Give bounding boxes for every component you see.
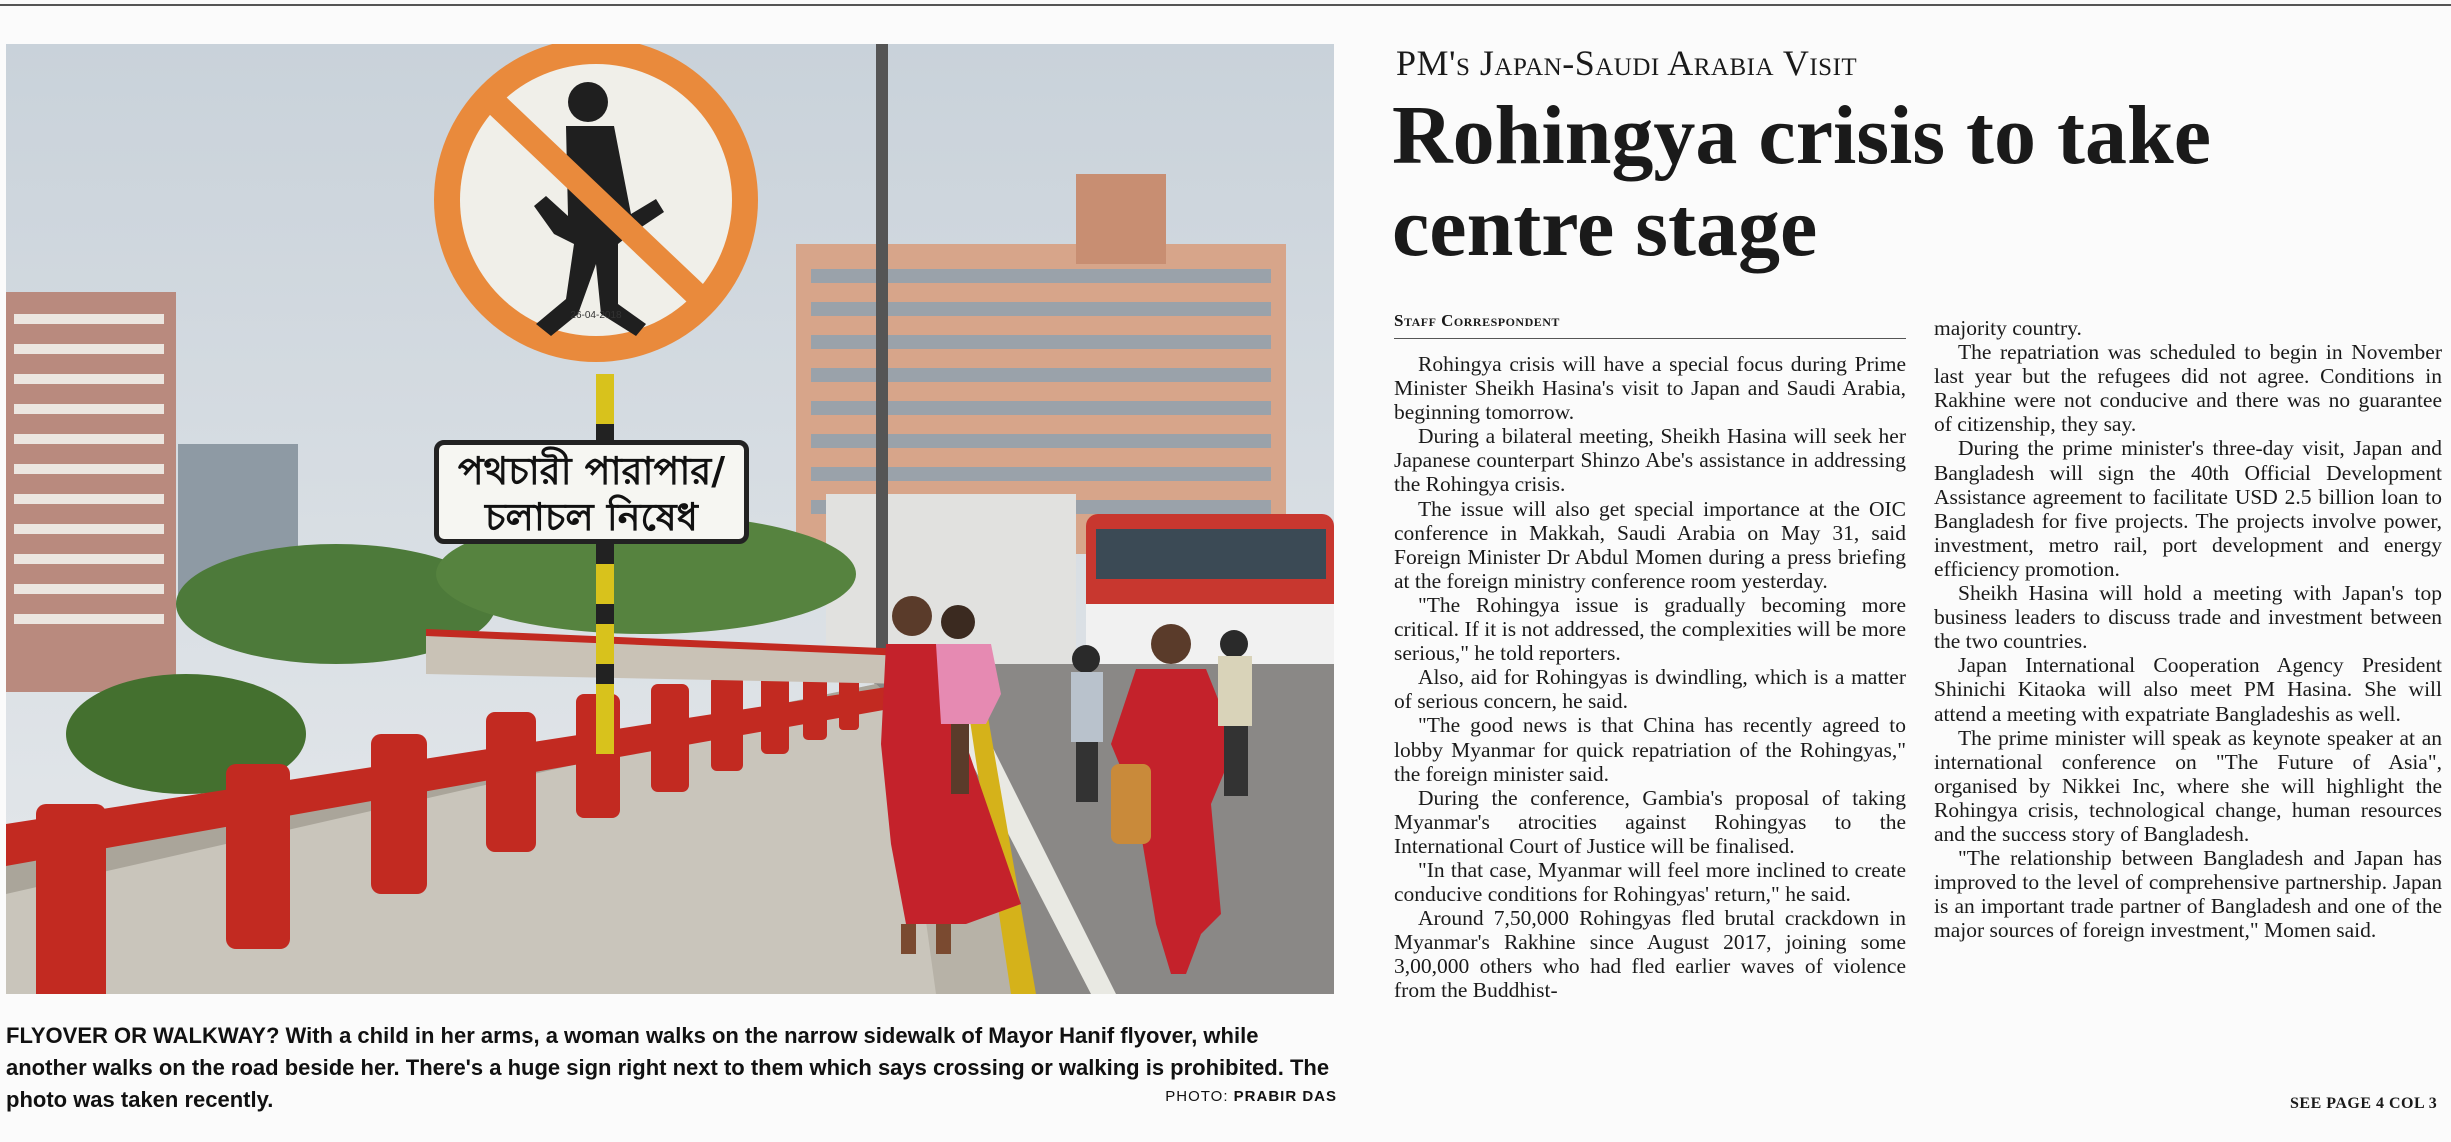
- paragraph: The issue will also get special importance at the OIC conference in Makkah, Saudi Arabia on May 31, said Foreign Minister Dr Abdul Momen during a press briefing at the foreign ministry conference room yesterday.: [1394, 496, 1906, 593]
- photo-credit-label: PHOTO:: [1165, 1088, 1229, 1105]
- paragraph: During the prime minister's three-day visit, Japan and Bangladesh will sign the 40th Official Development Assistance agreement to facilitate USD 2.5 billion loan to Bangladesh for five projects. The projects involve power, investment, metro rail, port development and energy efficiency promotion.: [1934, 436, 2442, 581]
- paragraph: During the conference, Gambia's proposal of taking Myanmar's atrocities against Rohingyas to the International Court of Justice will be finalised.: [1394, 785, 1906, 858]
- news-photo: [6, 44, 1334, 994]
- paragraph: Japan International Cooperation Agency President Shinichi Kitaoka will also meet PM Hasina. She will attend a meeting with expatriate Bangladeshis as well.: [1934, 653, 2442, 726]
- sign-line-1: পথচারী পারাপার/: [457, 449, 726, 493]
- kicker: PM's Japan-Saudi Arabia Visit: [1396, 43, 1858, 83]
- article-column-1: [1394, 352, 1906, 1003]
- paragraph: Rohingya crisis will have a special focus during Prime Minister Sheikh Hasina's visit to Japan and Saudi Arabia, beginning tomorrow.: [1394, 352, 1906, 425]
- paragraph: "The relationship between Bangladesh and Japan has improved to the level of comprehensive partnership. Japan is an important trade partner of Bangladesh and one of the major sources of foreign investment," Momen said.: [1934, 846, 2442, 943]
- photo-credit: [1165, 1088, 1337, 1105]
- sign-date: 26-04-2018: [570, 310, 622, 321]
- paragraph: Also, aid for Rohingyas is dwindling, which is a matter of serious concern, he said.: [1394, 665, 1906, 714]
- byline: Staff Correspondent: [1394, 311, 1560, 330]
- top-rule: [0, 4, 2451, 6]
- byline-rule: [1394, 338, 1906, 339]
- paragraph: Sheikh Hasina will hold a meeting with Japan's top business leaders to discuss trade and investment between the two countries.: [1934, 581, 2442, 654]
- article-column-2: [1934, 316, 2442, 942]
- paragraph: The prime minister will speak as keynote speaker at an international conference on "The Future of Asia", organised by Nikkei Inc, where she will highlight the Rohingya crisis, technological change, human resources and the success story of Bangladesh.: [1934, 725, 2442, 846]
- sign-line-2: চলাচল নিষেধ: [485, 495, 698, 539]
- photo-caption: FLYOVER OR WALKWAY? With a child in her arms, a woman walks on the narrow sidewalk of Mayor Hanif flyover, while another walks on the road beside her. There's a huge sign right next to them which says crossing or walking is prohibited. The photo was taken recently.: [6, 1023, 1330, 1112]
- jump-line: SEE PAGE 4 COL 3: [2290, 1095, 2438, 1112]
- headline: Rohingya crisis to take centre stage: [1392, 89, 2211, 274]
- paragraph: "The Rohingya issue is gradually becoming more critical. If it is not addressed, the complexities will be more serious," he told reporters.: [1394, 592, 1906, 666]
- paragraph: During a bilateral meeting, Sheikh Hasina will seek her Japanese counterpart Shinzo Abe's assistance in addressing the Rohingya crisis.: [1394, 424, 1906, 497]
- paragraph: "The good news is that China has recently agreed to lobby Myanmar for quick repatriation of the Rohingyas," the foreign minister said.: [1394, 713, 1906, 786]
- paragraph: Around 7,50,000 Rohingyas fled brutal crackdown in Myanmar's Rakhine since August 2017, joining some 3,00,000 others who had fled earlier waves of violence from the Buddhist-: [1394, 906, 1906, 1003]
- paragraph: "In that case, Myanmar will feel more inclined to create conducive conditions for Rohingyas' return," he said.: [1394, 857, 1906, 907]
- paragraph: The repatriation was scheduled to begin in November last year but the refugees did not agree. Conditions in Rakhine were not conducive and there was no guarantee of citizenship, they say.: [1934, 340, 2442, 437]
- photo-credit-name: PRABIR DAS: [1233, 1088, 1337, 1105]
- bengali-sign: [434, 440, 749, 544]
- paragraph-continuation: majority country.: [1934, 316, 2082, 340]
